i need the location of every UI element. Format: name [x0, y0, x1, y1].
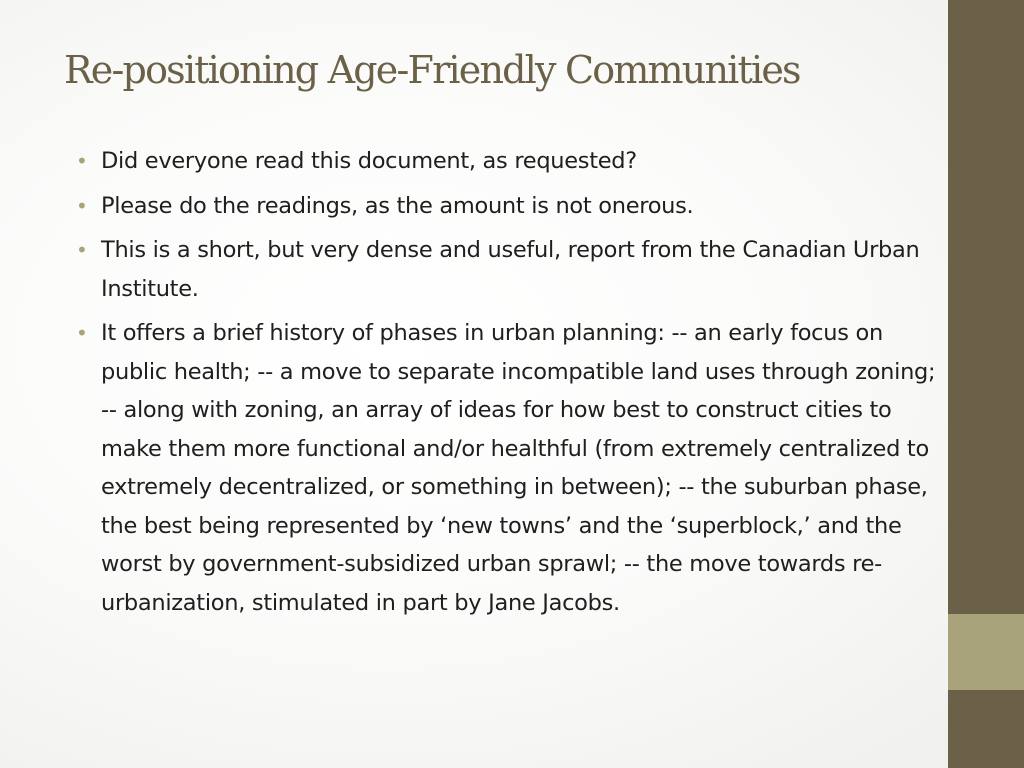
slide-title: Re-positioning Age-Friendly Communities — [64, 48, 800, 92]
bullet-dot-icon: • — [76, 193, 88, 218]
bullet-text: This is a short, but very dense and useful, report from the Canadian Urban Institute. — [101, 237, 920, 302]
bullet-list — [76, 142, 946, 628]
bullet-dot-icon: • — [76, 238, 88, 262]
bullet-item — [76, 142, 946, 181]
bullet-dot-icon: • — [76, 321, 88, 345]
bullet-text: It offers a brief history of phases in urban planning: -- an early focus on public health; -- a move to separate incompatible land uses through zoning; -- along with zoning, an array of ideas for how best to construct cities to make them more functional and/or healthful (from extremely centralized to extremely decentralized, or something in between); -- the suburban phase, the best being represented by ‘new towns’ and the ‘superblock,’ and the worst by government-subsidized urban sprawl; -- the move towards re-urbanization, stimulated in part by Jane Jacobs. — [101, 320, 936, 616]
bullet-dot-icon: • — [76, 149, 88, 173]
bullet-item — [76, 314, 946, 622]
bullet-text: Please do the readings, as the amount is not onerous. — [101, 192, 694, 219]
bullet-text: Did everyone read this document, as requested? — [101, 148, 637, 174]
decorative-side-accent — [948, 614, 1024, 690]
bullet-item — [76, 187, 946, 226]
bullet-item — [76, 231, 946, 308]
